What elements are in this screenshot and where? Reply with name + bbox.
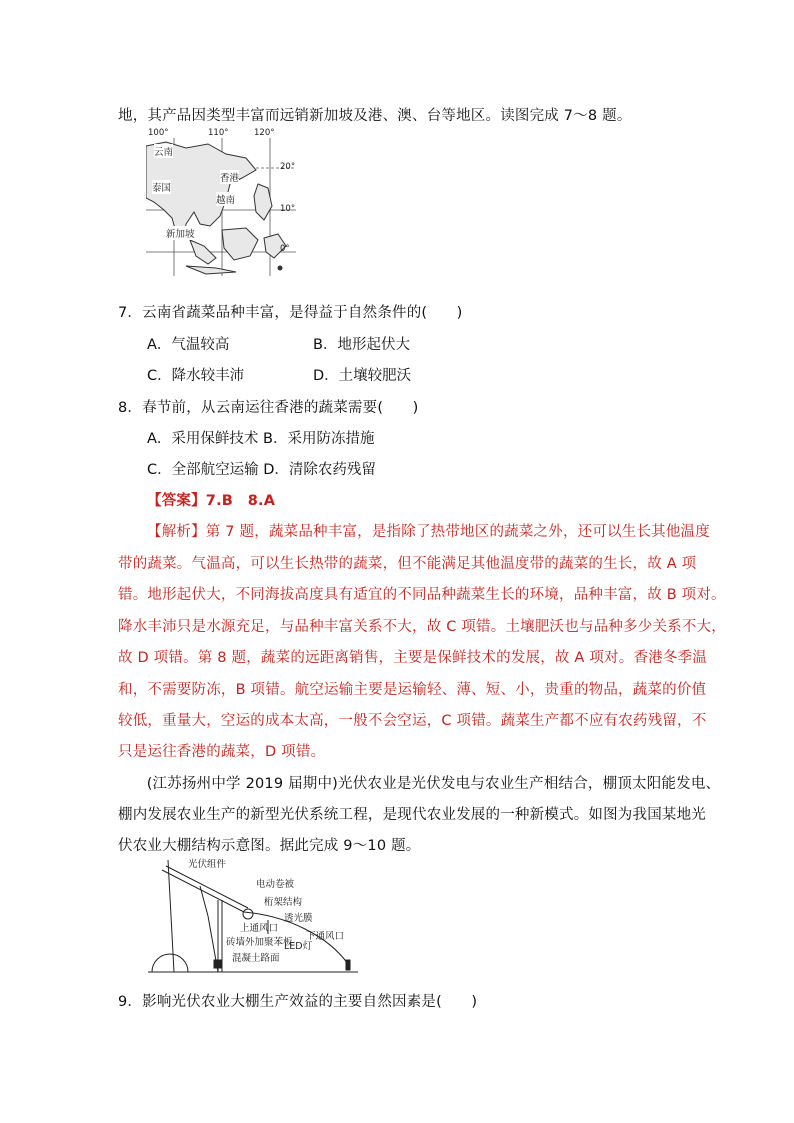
analysis-line-1: 【解析】第 7 题，蔬菜品种丰富，是指除了热带地区的蔬菜之外，还可以生长其他温度 (147, 524, 710, 540)
lat-20: 20° (280, 162, 296, 172)
analysis-line-8: 只是运往香港的蔬菜，D 项错。 (118, 744, 326, 760)
label-truss: 桁架结构 (264, 897, 303, 908)
q7-option-a: A．气温较高 (147, 337, 230, 353)
passage-line-3: 伏农业大棚结构示意图。据此完成 9～10 题。 (118, 838, 421, 854)
label-lower-vent: 下通风口 (306, 931, 345, 942)
label-hongkong: 香港 (220, 170, 239, 184)
q7-stem: 7．云南省蔬菜品种丰富，是得益于自然条件的( ) (118, 305, 463, 321)
answer: 【答案】7.B 8.A (147, 493, 276, 509)
analysis-line-3: 错。地形起伏大，不同海拔高度具有适宜的不同品种蔬菜生长的环境，品种丰富，故 B 项对。 (118, 587, 726, 603)
passage-line-2: 棚内发展农业生产的新型光伏系统工程，是现代农业发展的一种新模式。如图为我国某地光 (118, 807, 706, 823)
label-electric-roller: 电动卷被 (256, 879, 295, 890)
lon-110: 110° (208, 128, 229, 138)
greenhouse-diagram (148, 856, 364, 980)
q7-option-d: D．土壤较肥沃 (313, 368, 412, 384)
analysis-line-6: 和，不需要防冻，B 项错。航空运输主要是运输轻、薄、短、小，贵重的物品，蔬菜的价值 (118, 682, 707, 698)
analysis-line-7: 较低，重量大，空运的成本太高，一般不会空运，C 项错。蔬菜生产都不应有农药残留，不 (118, 713, 707, 729)
lon-120: 120° (254, 128, 275, 138)
intro-text: 地，其产品因类型丰富而远销新加坡及港、澳、台等地区。读图完成 7～8 题。 (118, 108, 632, 124)
passage-line-1: (江苏扬州中学 2019 届期中)光伏农业是光伏发电与农业生产相结合，棚顶太阳能发电、 (132, 776, 721, 792)
q8-options-cd: C．全部航空运输 D．清除农药残留 (147, 462, 376, 478)
label-film: 透光膜 (284, 913, 313, 924)
label-thailand: 泰国 (152, 180, 171, 194)
q8-stem: 8．春节前，从云南运往香港的蔬菜需要( ) (118, 400, 419, 416)
q9-stem: 9．影响光伏农业大棚生产效益的主要自然因素是( ) (118, 994, 478, 1010)
label-led: LED灯 (284, 941, 313, 952)
southeast-asia-map (146, 128, 306, 278)
label-yunnan: 云南 (154, 144, 173, 158)
analysis-line-2: 带的蔬菜。气温高，可以生长热带的蔬菜，但不能满足其他温度带的蔬菜的生长，故 A 项 (118, 556, 697, 572)
lat-10: 10° (280, 204, 296, 214)
analysis-line-5: 故 D 项错。第 8 题，蔬菜的远距离销售，主要是保鲜技术的发展，故 A 项对。香港冬季温 (118, 650, 707, 666)
label-road: 混凝土路面 (232, 950, 280, 964)
lat-0: 0° (280, 244, 290, 254)
label-upper-vent: 上通风口 (240, 923, 279, 934)
label-singapore: 新加坡 (166, 226, 195, 240)
label-wall: 砖墙外加聚苯板 (226, 934, 293, 948)
q7-option-c: C．降水较丰沛 (147, 368, 245, 384)
label-pv-module: 光伏组件 (188, 859, 227, 870)
q7-option-b: B．地形起伏大 (313, 337, 410, 353)
q8-options-ab: A．采用保鲜技术 B．采用防冻措施 (147, 431, 375, 447)
label-vietnam: 越南 (216, 192, 235, 206)
lon-100: 100° (148, 128, 169, 138)
analysis-line-4: 降水丰沛只是水源充足，与品种丰富关系不大，故 C 项错。土壤肥沃也与品种多少关系不大， (118, 619, 726, 635)
